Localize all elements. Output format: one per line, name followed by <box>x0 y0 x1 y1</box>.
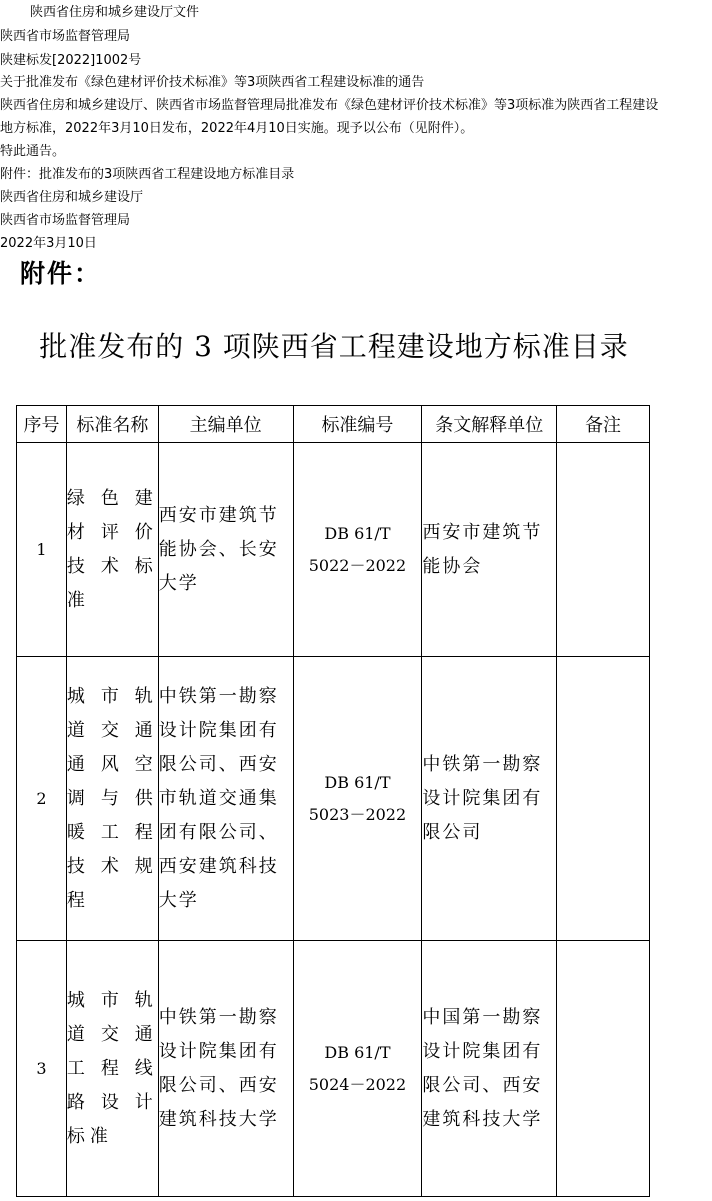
notice-title: 关于批准发布《绿色建材评价技术标准》等3项陕西省工程建设标准的通告 <box>0 75 425 90</box>
header-code: 标准编号 <box>293 406 422 443</box>
row-standard-name: 绿色建材评价技术标准 <box>66 443 158 657</box>
co-issuer: 陕西省市场监督管理局 <box>0 29 131 44</box>
row-editor: 中铁第一勘察设计院集团有限公司、西安市轨道交通集团有限公司、西安建筑科技大学 <box>158 657 293 941</box>
attachment-reference: 附件：批准发布的3项陕西省工程建设地方标准目录 <box>0 167 295 182</box>
list-title: 批准发布的 3 项陕西省工程建设地方标准目录 <box>39 330 629 363</box>
row-code-prefix: DB 61/T <box>324 1042 391 1062</box>
signatory-1: 陕西省住房和城乡建设厅 <box>0 190 144 205</box>
row-editor: 西安市建筑节能协会、长安大学 <box>158 443 293 657</box>
row-code-number: 5022－2022 <box>308 555 407 575</box>
header-num: 序号 <box>17 406 67 443</box>
row-num: 3 <box>17 941 67 1197</box>
attachment-label: 附件： <box>20 259 102 288</box>
issue-date: 2022年3月10日 <box>0 236 97 251</box>
row-code-prefix: DB 61/T <box>324 523 391 543</box>
notice-body-line-1: 陕西省住房和城乡建设厅、陕西省市场监督管理局批准发布《绿色建材评价技术标准》等3项标准为陕西省工程建设 <box>0 98 659 113</box>
row-code <box>293 657 422 941</box>
table-row <box>17 941 650 1197</box>
standards-table <box>16 405 650 1197</box>
row-num: 2 <box>17 657 67 941</box>
notice-closing: 特此通告。 <box>0 144 66 159</box>
table-header-row <box>17 406 650 443</box>
row-interpreter: 西安市建筑节能协会 <box>422 443 557 657</box>
row-interpreter: 中国第一勘察设计院集团有限公司、西安建筑科技大学 <box>422 941 557 1197</box>
row-code-prefix: DB 61/T <box>324 772 391 792</box>
notice-body-line-2: 地方标准，2022年3月10日发布，2022年4月10日实施。现予以公布（见附件）。 <box>0 121 474 136</box>
row-note <box>557 443 650 657</box>
table-row <box>17 657 650 941</box>
row-standard-name: 城市轨道交通通风空调与供暖工程技术规程 <box>66 657 158 941</box>
row-code-number: 5023－2022 <box>308 804 407 824</box>
row-code-number: 5024－2022 <box>308 1074 407 1094</box>
row-num: 1 <box>17 443 67 657</box>
header-interpreter: 条文解释单位 <box>422 406 557 443</box>
row-interpreter: 中铁第一勘察设计院集团有限公司 <box>422 657 557 941</box>
header-note: 备注 <box>557 406 650 443</box>
header-editor: 主编单位 <box>158 406 293 443</box>
row-code <box>293 443 422 657</box>
header-name: 标准名称 <box>66 406 158 443</box>
document-number: 陕建标发[2022]1002号 <box>0 53 142 68</box>
row-note <box>557 657 650 941</box>
row-editor: 中铁第一勘察设计院集团有限公司、西安建筑科技大学 <box>158 941 293 1197</box>
table-row <box>17 443 650 657</box>
row-note <box>557 941 650 1197</box>
row-code <box>293 941 422 1197</box>
issuer-header: 陕西省住房和城乡建设厅文件 <box>30 5 200 20</box>
signatory-2: 陕西省市场监督管理局 <box>0 213 131 228</box>
row-standard-name: 城市轨道交通工程线路设计标准 <box>66 941 158 1197</box>
